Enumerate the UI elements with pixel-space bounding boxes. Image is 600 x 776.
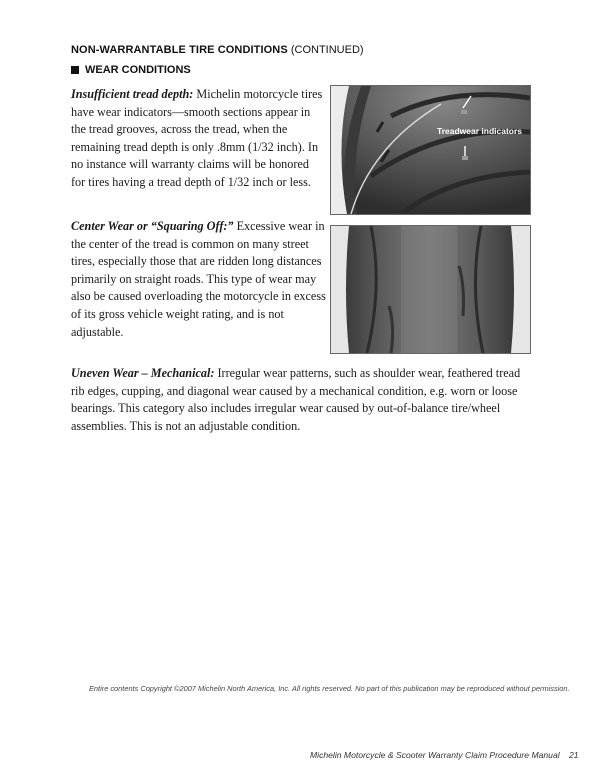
treadwear-indicators-label: Treadwear indicators — [437, 126, 523, 136]
copyright-notice: Entire contents Copyright ©2007 Michelin North America, Inc. All rights reserved. No part of this publication may be reproduced without permission. — [89, 684, 570, 693]
paragraph-lead: Center Wear or “Squaring Off:” — [71, 219, 234, 233]
subsection-heading — [71, 64, 191, 76]
tire-tread-image — [331, 86, 530, 214]
page-number: 21 — [569, 750, 579, 760]
paragraph-body: Irregular wear patterns, such as shoulder wear, feathered tread rib edges, cupping, and diagonal wear caused by a mechanical condition, e.g. worn or loose bearings. This category also includes irregular wear caused by out-of-balance tire/wheel assemblies. This is not an adjustable condition. — [71, 366, 521, 433]
section-heading-title: NON-WARRANTABLE TIRE CONDITIONS — [71, 44, 288, 56]
square-bullet-icon — [71, 66, 79, 74]
section-heading — [71, 44, 364, 56]
treadwear-indicators-photo — [330, 85, 531, 215]
paragraph-lead: Insufficient tread depth: — [71, 87, 194, 101]
footer-manual-title: Michelin Motorcycle & Scooter Warranty Claim Procedure Manual — [310, 750, 560, 760]
paragraph-body: Excessive wear in the center of the tread is common on many street tires, especially those that are ridden long distances primarily on straight roads. This type of wear may also be caused overloading the motorcycle in excess of its gross vehicle weight rating, and is not adjustable. — [71, 219, 326, 339]
subsection-heading-label: WEAR CONDITIONS — [85, 64, 191, 76]
center-wear-paragraph — [71, 218, 326, 341]
uneven-wear-paragraph — [71, 365, 531, 435]
paragraph-lead: Uneven Wear – Mechanical: — [71, 366, 215, 380]
section-heading-suffix: (CONTINUED) — [287, 44, 364, 56]
paragraph-body: Michelin motorcycle tires have wear indicators—smooth sections appear in the tread grooves, across the tread, when the remaining tread depth is only .8mm (1/32 inch). In no instance will warranty claims will be honored for tires having a tread depth of 1/32 inch or less. — [71, 87, 323, 189]
squared-tire-image — [331, 226, 530, 353]
insufficient-tread-depth-paragraph — [71, 86, 326, 192]
center-wear-photo — [330, 225, 531, 354]
